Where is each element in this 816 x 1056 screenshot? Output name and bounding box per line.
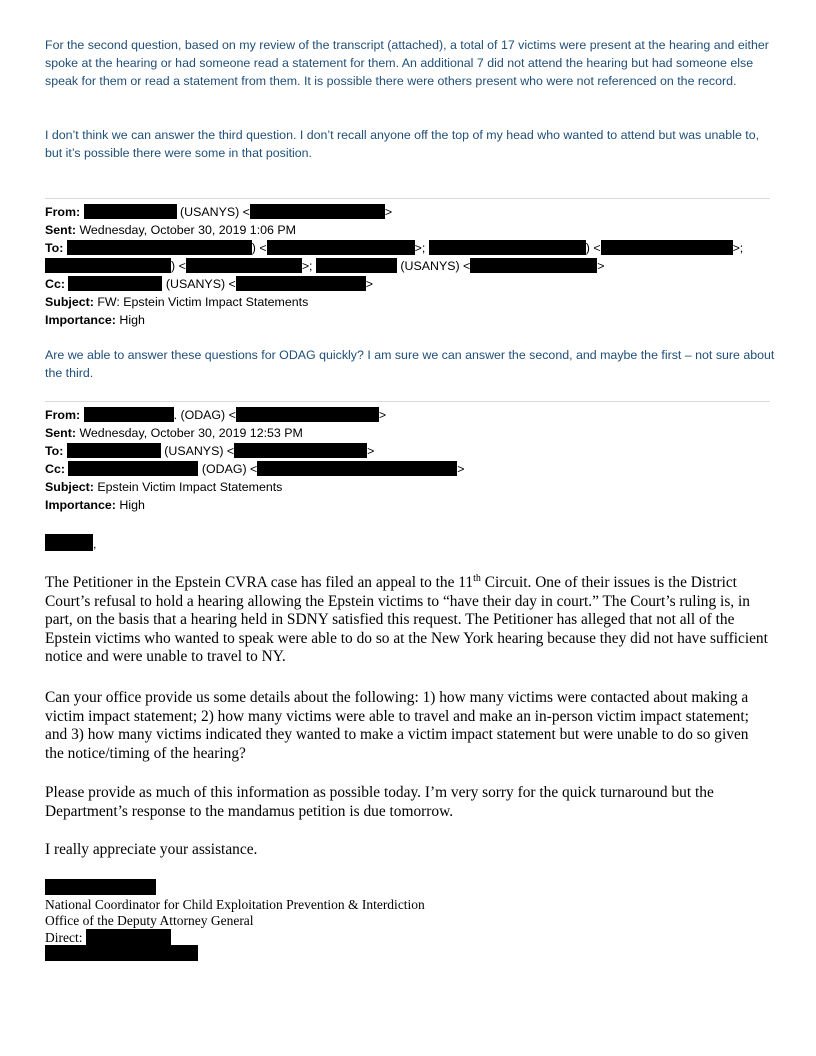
letter-paragraph-1: The Petitioner in the Epstein CVRA case has filed an appeal to the 11th Circuit. One of their issues is the District Court’s refusal to hold a hearing allowing the Epstein victims to “have their day in court.” The Court’s ruling is, in part, on the basis that a hearing held in SDNY satisfied this request. The Petitioner has alleged that not all of the Epstein victims who wanted to speak were able to do so at the New York hearing because they did not have sufficient notice and were unable to travel to NY. bbox=[45, 572, 768, 665]
redaction bbox=[257, 461, 457, 476]
email-header-2 bbox=[45, 406, 775, 514]
from-line: From: . (ODAG) < > bbox=[45, 408, 387, 422]
redaction bbox=[316, 258, 397, 273]
redaction bbox=[186, 258, 302, 273]
redaction bbox=[236, 407, 379, 422]
subject-line: Subject: FW: Epstein Victim Impact Statements bbox=[45, 295, 309, 309]
redaction bbox=[68, 276, 162, 291]
redaction bbox=[45, 534, 93, 551]
redaction bbox=[67, 443, 161, 458]
letter-paragraph-2: Can your office provide us some details about the following: 1) how many victims were contacted about making a victim impact statement; 2) how many victims were able to travel and make an in-person victim impact statement; and 3) how many victims indicated they wanted to make a victim impact statement but were unable to do so given the notice/timing of the hearing? bbox=[45, 689, 749, 762]
redaction bbox=[86, 929, 171, 945]
redaction bbox=[68, 461, 198, 476]
signature-title: National Coordinator for Child Exploitation Prevention & Interdiction bbox=[45, 897, 425, 912]
to-line: To: ) < >; ) < >; bbox=[45, 241, 744, 255]
subject-line: Subject: Epstein Victim Impact Statements bbox=[45, 480, 283, 494]
sent-line: Sent: Wednesday, October 30, 2019 1:06 PM bbox=[45, 223, 296, 237]
cc-line: Cc: (ODAG) < > bbox=[45, 462, 465, 476]
from-line: From: (USANYS) < > bbox=[45, 205, 393, 219]
signature-email-redaction bbox=[45, 945, 775, 963]
redaction bbox=[84, 204, 177, 219]
redaction bbox=[429, 240, 586, 255]
redaction bbox=[84, 407, 174, 422]
forward-message: Are we able to answer these questions for ODAG quickly? I am sure we can answer the second, and maybe the first – not sure about the third. bbox=[45, 348, 775, 380]
redaction bbox=[45, 258, 171, 273]
redaction bbox=[236, 276, 366, 291]
header-divider-1 bbox=[45, 198, 770, 199]
to-line: To: (USANYS) < > bbox=[45, 444, 375, 458]
redaction bbox=[45, 945, 198, 961]
importance-line: Importance: High bbox=[45, 498, 145, 512]
reply-paragraph-1: For the second question, based on my review of the transcript (attached), a total of 17 victims were present at the hearing and either spoke at the hearing or had someone read a statement for them. An additional 7 did not attend the hearing but had someone else speak for them or read a statement from them. It is possible there were others present who were not referenced on the record. bbox=[45, 38, 769, 88]
sent-line: Sent: Wednesday, October 30, 2019 12:53 PM bbox=[45, 426, 303, 440]
signature-name-redaction bbox=[45, 879, 775, 897]
letter-paragraph-3: Please provide as much of this information as possible today. I’m very sorry for the quick turnaround but the Department’s response to the mandamus petition is due tomorrow. bbox=[45, 784, 714, 820]
importance-line: Importance: High bbox=[45, 313, 145, 327]
email-header-1 bbox=[45, 203, 775, 329]
redaction bbox=[67, 240, 252, 255]
signature-direct: Direct: bbox=[45, 929, 775, 946]
redaction bbox=[250, 204, 385, 219]
reply-paragraph-2: I don’t think we can answer the third question. I don’t recall anyone off the top of my head who wanted to attend but was unable to, but it’s possible there were some in that position. bbox=[45, 128, 760, 160]
signature-office: Office of the Deputy Attorney General bbox=[45, 913, 254, 928]
letter-paragraph-4: I really appreciate your assistance. bbox=[45, 841, 258, 858]
to-line-continued: ) < >; (USANYS) < > bbox=[45, 257, 775, 275]
redaction bbox=[470, 258, 597, 273]
redaction bbox=[45, 879, 156, 895]
cc-line: Cc: (USANYS) < > bbox=[45, 277, 374, 291]
redaction bbox=[267, 240, 415, 255]
redaction bbox=[234, 443, 367, 458]
redaction bbox=[601, 240, 733, 255]
header-divider-2 bbox=[45, 401, 770, 402]
greeting: , bbox=[45, 534, 775, 553]
